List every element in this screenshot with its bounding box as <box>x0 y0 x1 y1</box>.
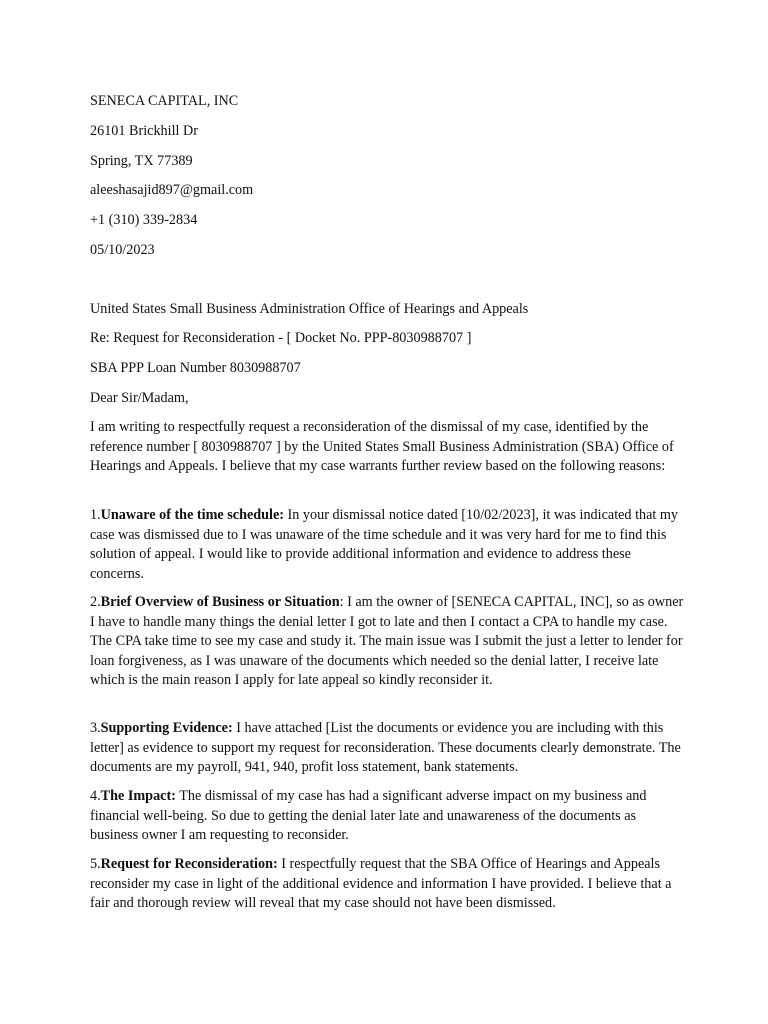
reason-paragraph-5 <box>90 855 686 914</box>
intro-paragraph: I am writing to respectfully request a reconsideration of the dismissal of my case, identified by the reference number [ 8030988707 ] by the United States Small Business Administration (SBA) Office of Hearings and Appeals. I believe that my case warrants further review based on the following reasons: <box>90 419 674 474</box>
sender-email: aleeshasajid897@gmail.com <box>90 182 254 198</box>
reason-number: 4. <box>90 788 101 804</box>
sender-street: 26101 Brickhill Dr <box>90 123 198 139</box>
reason-body: : I am the owner of [SENECA CAPITAL, INC], so as owner I have to handle many things the denial letter I got to late and then I contact a CPA to handle my case. The CPA take time to see my case and study it. The main issue was I submit the just a letter to lender for loan forgiveness, as I was unaware of the documents which needed so the denial latter, I receive late which is the main reason I apply for late appeal so kindly reconsider it. <box>90 594 684 688</box>
reason-number: 2. <box>90 594 101 610</box>
reason-paragraph-4 <box>90 787 686 846</box>
reason-number: 5. <box>90 856 101 872</box>
reason-heading: Request for Reconsideration: <box>100 856 278 872</box>
reason-heading: Supporting Evidence: <box>100 720 233 736</box>
reason-body: In your dismissal notice dated [10/02/2023], it was indicated that my case was dismissed due to I was unaware of the time schedule and it was very hard for me to find this solution of appeal. I would like to provide additional information and evidence to address these concerns. <box>90 507 679 582</box>
reason-heading: Unaware of the time schedule: <box>100 507 284 523</box>
reason-body: I respectfully request that the SBA Office of Hearings and Appeals reconsider my case in light of the additional evidence and information I have provided. I believe that a fair and thorough review will reveal that my case should not have been dismissed. <box>90 856 672 911</box>
reason-paragraph-1 <box>90 506 686 584</box>
loan-number-line: SBA PPP Loan Number 8030988707 <box>90 360 301 376</box>
reason-heading: The Impact: <box>100 788 176 804</box>
sender-phone: +1 (310) 339-2834 <box>90 212 198 228</box>
sender-city-state-zip: Spring, TX 77389 <box>90 153 193 169</box>
re-line: Re: Request for Reconsideration - [ Docket No. PPP-8030988707 ] <box>90 330 472 346</box>
reason-paragraph-3 <box>90 719 686 778</box>
reason-paragraph-2 <box>90 593 686 691</box>
letter-date: 05/10/2023 <box>90 242 155 258</box>
reason-body: The dismissal of my case has had a significant adverse impact on my business and financial well-being. So due to getting the denial later late and unawareness of the documents as business owner I am requesting to reconsider. <box>90 788 647 843</box>
sender-company: SENECA CAPITAL, INC <box>90 93 239 109</box>
recipient-office: United States Small Business Administration Office of Hearings and Appeals <box>90 301 529 317</box>
reason-body: I have attached [List the documents or evidence you are including with this letter] as evidence to support my request for reconsideration. These documents clearly demonstrate. The documents are my payroll, 941, 940, profit loss statement, bank statements. <box>90 720 681 775</box>
salutation: Dear Sir/Madam, <box>90 390 189 406</box>
reason-number: 3. <box>90 720 101 736</box>
reason-number: 1. <box>90 507 101 523</box>
reason-heading: Brief Overview of Business or Situation <box>100 594 340 610</box>
